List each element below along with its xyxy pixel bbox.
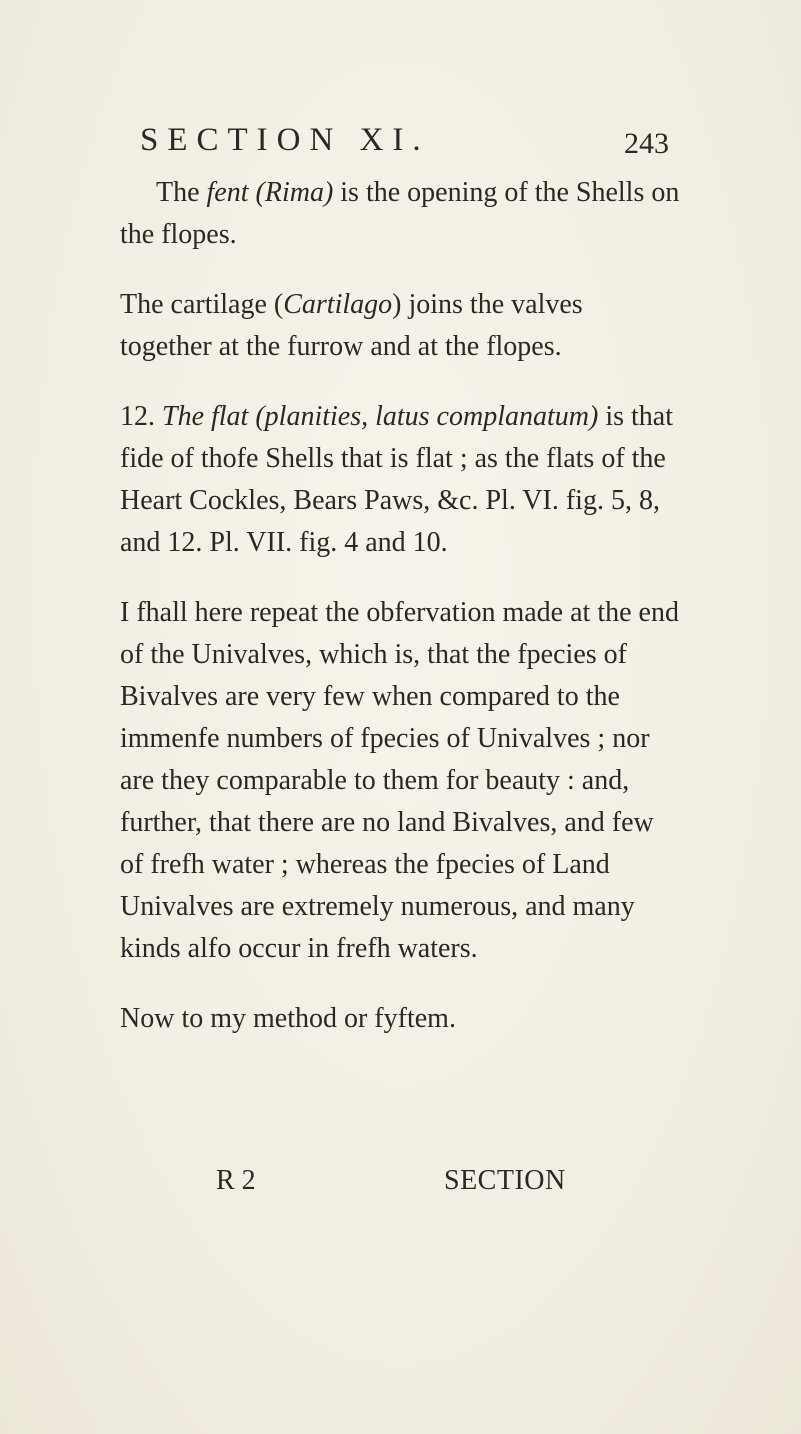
paragraph-observation: I fhall here repeat the obfervation made at the end of the Univalves, which is, that the fpecies of Bivalves are very few when compared to the immenfe numbers of fpecies of Univalves ; nor are they comparable to them for beauty : and, further, that there are no land Bivalves, and few of frefh water ; whereas the fpecies of Land Univalves are extremely numerous, and many kinds alfo occur in frefh waters. bbox=[120, 597, 679, 964]
term-cartilago: Cartilago bbox=[283, 289, 393, 320]
paragraph-fent-lead: The bbox=[156, 177, 207, 208]
paragraph-flat bbox=[120, 396, 680, 564]
running-head: SECTION XI. bbox=[140, 122, 430, 158]
paragraph-fent bbox=[120, 172, 680, 256]
page-header bbox=[140, 115, 700, 165]
paragraph-cartilage-rest: ) joins the valves together at the furrow and at the flopes. bbox=[120, 289, 583, 362]
catchword: SECTION bbox=[444, 1165, 566, 1196]
page-number: 243 bbox=[624, 127, 669, 160]
paragraph-flat-number: 12. bbox=[120, 401, 162, 432]
term-fent: fent (Rima) bbox=[206, 177, 334, 208]
body-text bbox=[120, 172, 680, 1068]
paragraph-flat-rest: is that fide of thofe Shells that is flat ; as the flats of the Heart Cockles, Bears Paws, &c. Pl. VI. fig. 5, 8, and 12. Pl. VII. fig. 4 and 10. bbox=[120, 401, 673, 558]
paragraph-fent-rest: is the opening of the Shells on the flopes. bbox=[120, 177, 680, 250]
paragraph-method: Now to my method or fyftem. bbox=[120, 1003, 456, 1034]
term-flat: The flat (planities, latus complanatum) bbox=[162, 401, 599, 432]
paragraph-cartilage-lead: The cartilage ( bbox=[120, 289, 284, 320]
paragraph-cartilage bbox=[120, 284, 680, 368]
signature-mark: R 2 bbox=[216, 1165, 256, 1196]
page-footer bbox=[120, 1165, 680, 1209]
